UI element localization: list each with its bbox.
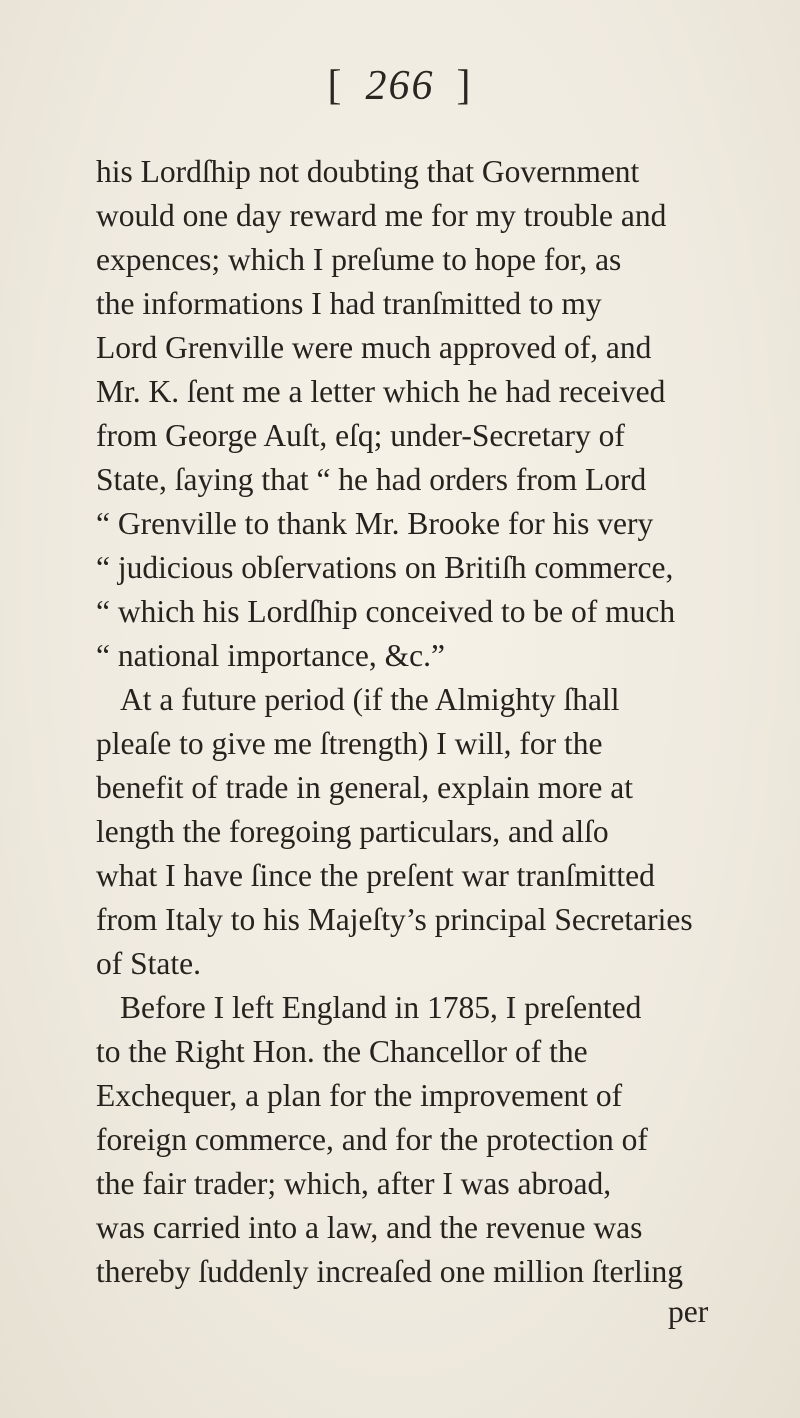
text-line: the informations I had tranſmitted to my: [96, 286, 602, 321]
text-line: to the Right Hon. the Chancellor of the: [96, 1034, 588, 1069]
text-line: from George Auſt, eſq; under-Secretary of: [96, 418, 625, 453]
page-header: [0, 62, 800, 110]
text-line: benefit of trade in general, explain more at: [96, 770, 634, 805]
catchword: per: [668, 1294, 709, 1329]
text-line: Exchequer, a plan for the improvement of: [96, 1078, 623, 1113]
header-close-bracket: ]: [456, 63, 473, 109]
text-line: “ judicious obſervations on Britiſh commerce,: [96, 550, 674, 585]
text-line: was carried into a law, and the revenue was: [96, 1210, 643, 1245]
text-line: thereby ſuddenly increaſed one million ſterling: [96, 1254, 683, 1289]
header-open-bracket: [: [327, 63, 344, 109]
page-number: 266: [365, 63, 435, 109]
text-line: Mr. K. ſent me a letter which he had received: [96, 374, 666, 409]
text-line: of State.: [96, 946, 201, 981]
text-line: “ Grenville to thank Mr. Brooke for his very: [96, 506, 654, 541]
text-line: the fair trader; which, after I was abroad,: [96, 1166, 612, 1201]
text-line: State, ſaying that “ he had orders from Lord: [96, 462, 647, 497]
text-line: would one day reward me for my trouble and: [96, 198, 667, 233]
text-line: “ which his Lordſhip conceived to be of much: [96, 594, 676, 629]
text-line: Before I left England in 1785, I preſented: [120, 990, 642, 1025]
text-line: expences; which I preſume to hope for, as: [96, 242, 622, 277]
text-line: Lord Grenville were much approved of, and: [96, 330, 652, 365]
text-line: At a future period (if the Almighty ſhall: [120, 682, 620, 717]
text-line: from Italy to his Majeſty’s principal Secretaries: [96, 902, 693, 937]
text-line: “ national importance, &c.”: [96, 638, 445, 673]
text-line: length the foregoing particulars, and alſo: [96, 814, 609, 849]
text-line: what I have ſince the preſent war tranſmitted: [96, 858, 655, 893]
text-line: pleaſe to give me ſtrength) I will, for the: [96, 726, 603, 761]
text-line: foreign commerce, and for the protection of: [96, 1122, 648, 1157]
text-line: his Lordſhip not doubting that Government: [96, 154, 640, 189]
